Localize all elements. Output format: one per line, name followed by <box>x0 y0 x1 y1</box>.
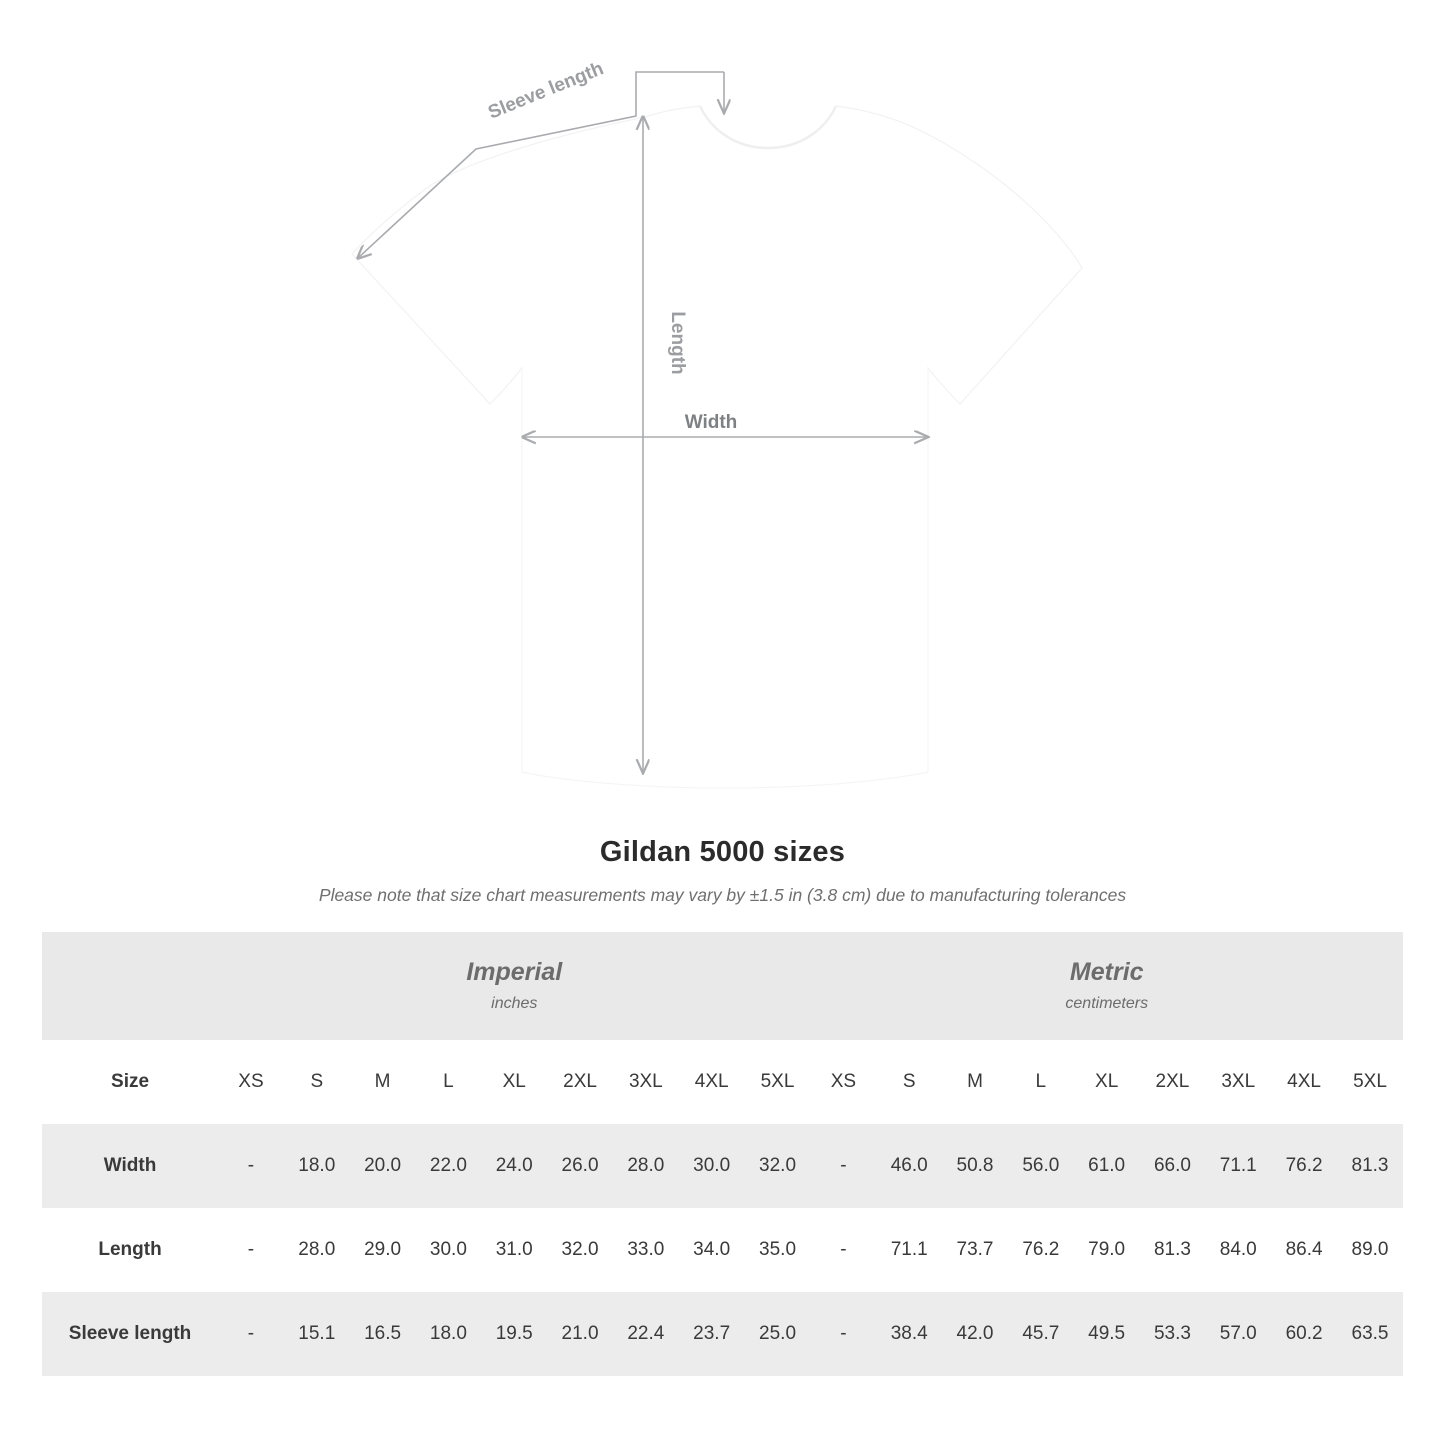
cell-length-met-6: 84.0 <box>1205 1208 1271 1292</box>
cell-length-imp-6: 33.0 <box>613 1208 679 1292</box>
size-col-2xl-imp: 2XL <box>547 1040 613 1124</box>
cell-length-imp-7: 34.0 <box>679 1208 745 1292</box>
cell-length-met-2: 73.7 <box>942 1208 1008 1292</box>
unit-sub-imperial: inches <box>491 994 538 1012</box>
cell-width-met-1: 46.0 <box>876 1124 942 1208</box>
cell-sleeve-met-4: 49.5 <box>1074 1292 1140 1376</box>
cell-length-imp-5: 32.0 <box>547 1208 613 1292</box>
cell-sleeve-imp-5: 21.0 <box>547 1292 613 1376</box>
size-col-l-met: L <box>1008 1040 1074 1124</box>
cell-sleeve-met-0: - <box>810 1292 876 1376</box>
cell-length-met-4: 79.0 <box>1074 1208 1140 1292</box>
measurement-note: Please note that size chart measurements may vary by ±1.5 in (3.8 cm) due to manufacturing tolerances <box>318 885 1127 905</box>
cell-sleeve-met-3: 45.7 <box>1008 1292 1074 1376</box>
cell-width-imp-1: 18.0 <box>284 1124 350 1208</box>
cell-length-imp-1: 28.0 <box>284 1208 350 1292</box>
cell-width-met-2: 50.8 <box>942 1124 1008 1208</box>
cell-sleeve-met-7: 60.2 <box>1271 1292 1337 1376</box>
cell-length-met-0: - <box>810 1208 876 1292</box>
cell-length-imp-3: 30.0 <box>416 1208 482 1292</box>
cell-width-met-7: 76.2 <box>1271 1124 1337 1208</box>
cell-width-met-0: - <box>810 1124 876 1208</box>
width-label: Width <box>684 412 738 433</box>
cell-length-met-5: 81.3 <box>1140 1208 1206 1292</box>
cell-length-met-7: 86.4 <box>1271 1208 1337 1292</box>
unit-header-metric <box>810 932 1403 1040</box>
size-table <box>42 932 1403 1376</box>
size-col-4xl-met: 4XL <box>1271 1040 1337 1124</box>
cell-length-imp-2: 29.0 <box>350 1208 416 1292</box>
cell-width-met-8: 81.3 <box>1337 1124 1403 1208</box>
unit-name-imperial: Imperial <box>466 958 563 987</box>
size-col-xl-met: XL <box>1074 1040 1140 1124</box>
size-col-5xl-imp: 5XL <box>745 1040 811 1124</box>
sleeve-length-label: Sleeve length <box>485 58 607 124</box>
cell-width-imp-6: 28.0 <box>613 1124 679 1208</box>
cell-width-imp-5: 26.0 <box>547 1124 613 1208</box>
cell-width-met-6: 71.1 <box>1205 1124 1271 1208</box>
cell-sleeve-met-1: 38.4 <box>876 1292 942 1376</box>
size-col-l-imp: L <box>416 1040 482 1124</box>
cell-length-imp-4: 31.0 <box>481 1208 547 1292</box>
unit-sub-metric: centimeters <box>1065 994 1149 1012</box>
cell-sleeve-met-2: 42.0 <box>942 1292 1008 1376</box>
page-title: Gildan 5000 sizes <box>599 836 846 868</box>
size-header-label: Size <box>42 1040 218 1124</box>
title-block <box>0 836 1445 906</box>
size-col-5xl-met: 5XL <box>1337 1040 1403 1124</box>
row-label-length: Length <box>42 1208 218 1292</box>
size-col-xl-imp: XL <box>481 1040 547 1124</box>
cell-sleeve-imp-2: 16.5 <box>350 1292 416 1376</box>
size-header-row <box>42 1040 1403 1124</box>
cell-sleeve-imp-0: - <box>218 1292 284 1376</box>
cell-sleeve-met-5: 53.3 <box>1140 1292 1206 1376</box>
unit-name-metric: Metric <box>1069 958 1144 987</box>
cell-sleeve-imp-1: 15.1 <box>284 1292 350 1376</box>
cell-length-met-8: 89.0 <box>1337 1208 1403 1292</box>
size-col-3xl-imp: 3XL <box>613 1040 679 1124</box>
length-label: Length <box>667 311 688 375</box>
size-col-3xl-met: 3XL <box>1205 1040 1271 1124</box>
table-row <box>42 1292 1403 1376</box>
table-row <box>42 1124 1403 1208</box>
row-label-width: Width <box>42 1124 218 1208</box>
cell-length-imp-0: - <box>218 1208 284 1292</box>
cell-width-met-3: 56.0 <box>1008 1124 1074 1208</box>
cell-width-met-4: 61.0 <box>1074 1124 1140 1208</box>
size-col-2xl-met: 2XL <box>1140 1040 1206 1124</box>
unit-header-blank <box>42 932 218 1040</box>
cell-sleeve-imp-6: 22.4 <box>613 1292 679 1376</box>
cell-width-imp-2: 20.0 <box>350 1124 416 1208</box>
cell-sleeve-imp-3: 18.0 <box>416 1292 482 1376</box>
row-label-sleeve-length: Sleeve length <box>42 1292 218 1376</box>
cell-width-imp-4: 24.0 <box>481 1124 547 1208</box>
size-col-xs-imp: XS <box>218 1040 284 1124</box>
cell-sleeve-met-8: 63.5 <box>1337 1292 1403 1376</box>
cell-width-imp-8: 32.0 <box>745 1124 811 1208</box>
tshirt-shape <box>352 106 1082 788</box>
unit-header-row <box>42 932 1403 1040</box>
cell-width-imp-7: 30.0 <box>679 1124 745 1208</box>
cell-length-met-1: 71.1 <box>876 1208 942 1292</box>
size-col-s-met: S <box>876 1040 942 1124</box>
size-col-4xl-imp: 4XL <box>679 1040 745 1124</box>
cell-length-met-3: 76.2 <box>1008 1208 1074 1292</box>
size-col-xs-met: XS <box>810 1040 876 1124</box>
size-col-m-imp: M <box>350 1040 416 1124</box>
cell-sleeve-imp-8: 25.0 <box>745 1292 811 1376</box>
unit-header-imperial <box>218 932 810 1040</box>
cell-width-imp-3: 22.0 <box>416 1124 482 1208</box>
cell-sleeve-imp-4: 19.5 <box>481 1292 547 1376</box>
cell-sleeve-met-6: 57.0 <box>1205 1292 1271 1376</box>
cell-width-imp-0: - <box>218 1124 284 1208</box>
table-row <box>42 1208 1403 1292</box>
size-col-s-imp: S <box>284 1040 350 1124</box>
size-table-wrapper <box>0 932 1445 1376</box>
cell-sleeve-imp-7: 23.7 <box>679 1292 745 1376</box>
size-col-m-met: M <box>942 1040 1008 1124</box>
cell-width-met-5: 66.0 <box>1140 1124 1206 1208</box>
cell-length-imp-8: 35.0 <box>745 1208 811 1292</box>
